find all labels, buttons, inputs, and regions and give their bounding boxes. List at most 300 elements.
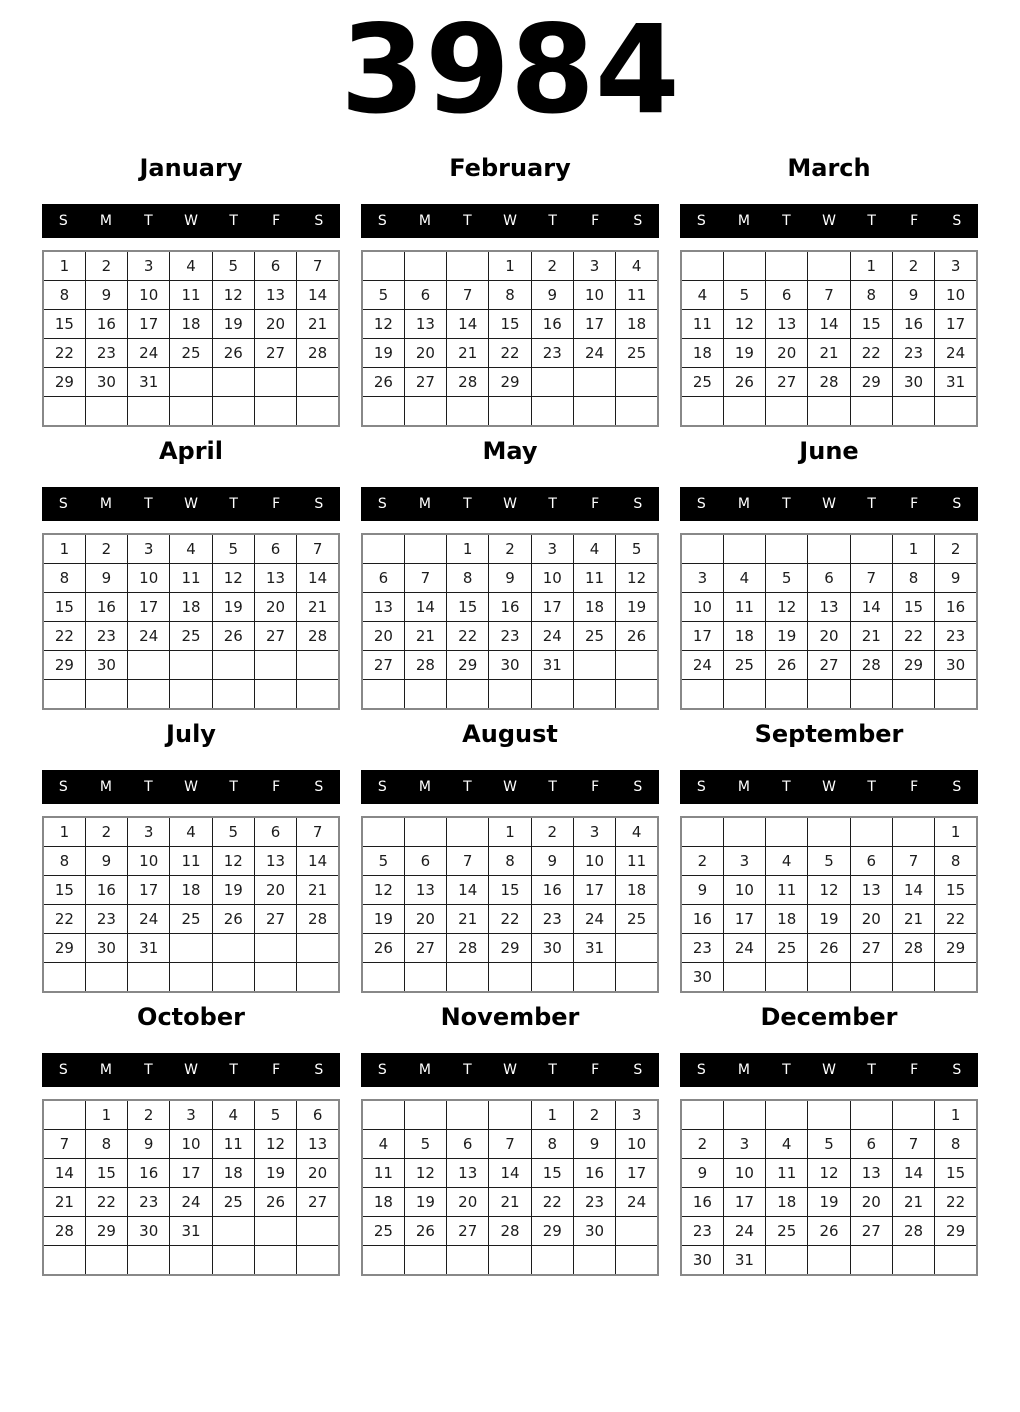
week-row [681,1246,977,1276]
weekday-label: T [782,779,791,795]
day-cell [616,368,658,397]
day-cell [404,680,446,710]
weekday-label: S [377,1062,387,1078]
day-cell: 5 [723,281,765,310]
weekday-label: S [377,496,387,512]
week-row [43,963,339,993]
weekday-label: T [867,496,876,512]
weekday-label: S [58,779,68,795]
day-cell: 4 [681,281,723,310]
weekday-label: S [58,213,68,229]
weekday-header-row [42,770,340,804]
day-cell: 21 [297,593,339,622]
day-cell: 9 [489,564,531,593]
day-cell: 28 [808,368,850,397]
day-cell: 3 [531,534,573,564]
month-name: September [754,720,904,748]
year-title: 3984 [340,0,680,141]
day-cell [616,651,658,680]
month-name: May [482,437,538,465]
day-cell: 27 [447,1217,489,1246]
day-cell: 22 [531,1188,573,1217]
day-cell: 11 [362,1159,404,1188]
weekday-label: T [782,496,791,512]
day-cell [531,397,573,427]
day-cell: 25 [766,934,808,963]
day-cell: 27 [404,368,446,397]
day-cell [935,680,977,710]
day-cell: 18 [170,310,212,339]
day-cell: 4 [362,1130,404,1159]
day-cell [489,1100,531,1130]
day-cell: 15 [85,1159,127,1188]
day-cell: 3 [723,1130,765,1159]
day-cell: 29 [850,368,892,397]
day-cell [297,1217,339,1246]
day-cell: 24 [128,905,170,934]
day-cell: 20 [404,905,446,934]
day-cell: 7 [447,847,489,876]
month-name: January [139,154,243,182]
day-cell: 23 [85,905,127,934]
day-cell: 27 [254,339,296,368]
weekday-label: M [737,213,750,229]
day-cell: 18 [766,905,808,934]
day-cell [212,397,254,427]
month-name: July [166,720,216,748]
day-cell [808,1100,850,1130]
week-row [362,963,658,993]
day-cell: 6 [297,1100,339,1130]
day-cell: 15 [892,593,934,622]
day-cell: 9 [85,281,127,310]
day-cell: 29 [85,1217,127,1246]
day-cell [362,680,404,710]
month-name: December [760,1003,898,1031]
day-cell: 23 [128,1188,170,1217]
week-row [681,1217,977,1246]
day-cell: 8 [892,564,934,593]
day-cell: 25 [723,651,765,680]
day-cell: 13 [297,1130,339,1159]
day-cell: 12 [808,876,850,905]
day-cell: 22 [43,622,85,651]
week-row [362,1188,658,1217]
day-cell [850,534,892,564]
day-cell: 26 [723,368,765,397]
weekday-header-row [361,770,659,804]
week-row [43,397,339,427]
day-cell: 5 [808,847,850,876]
day-cell: 6 [254,817,296,847]
day-cell: 6 [850,847,892,876]
day-cell: 23 [531,339,573,368]
date-grid [361,533,659,710]
day-cell: 17 [573,310,615,339]
day-cell: 21 [447,905,489,934]
weekday-label: S [58,496,68,512]
day-cell: 17 [573,876,615,905]
day-cell: 17 [531,593,573,622]
day-cell: 16 [128,1159,170,1188]
day-cell: 16 [531,876,573,905]
week-row [362,1159,658,1188]
day-cell: 13 [254,281,296,310]
day-cell: 12 [212,847,254,876]
week-row [43,368,339,397]
week-row [43,1217,339,1246]
day-cell: 19 [723,339,765,368]
day-cell [128,963,170,993]
day-cell: 23 [681,1217,723,1246]
weekday-header-row [361,487,659,521]
weekday-header-row [42,487,340,521]
day-cell: 21 [808,339,850,368]
weekday-label: W [184,496,198,512]
weekday-label: W [184,213,198,229]
day-cell: 3 [616,1100,658,1130]
weekday-label: W [503,213,517,229]
week-row [43,905,339,934]
day-cell: 20 [254,310,296,339]
day-cell: 8 [531,1130,573,1159]
day-cell [404,1246,446,1276]
day-cell: 16 [489,593,531,622]
month-name: August [462,720,558,748]
day-cell: 28 [850,651,892,680]
day-cell: 9 [681,876,723,905]
weekday-label: W [184,779,198,795]
week-row [362,1246,658,1276]
day-cell: 20 [766,339,808,368]
day-cell: 7 [808,281,850,310]
day-cell: 5 [766,564,808,593]
week-row [43,281,339,310]
day-cell [616,397,658,427]
weekday-label: F [591,213,600,229]
day-cell: 8 [43,847,85,876]
day-cell [681,680,723,710]
day-cell [681,397,723,427]
day-cell: 16 [573,1159,615,1188]
day-cell: 25 [170,622,212,651]
day-cell [808,963,850,993]
week-row [43,934,339,963]
week-row [43,310,339,339]
day-cell: 28 [43,1217,85,1246]
week-row [362,593,658,622]
day-cell [850,680,892,710]
day-cell: 13 [447,1159,489,1188]
day-cell: 19 [808,905,850,934]
day-cell [766,534,808,564]
day-cell: 14 [808,310,850,339]
day-cell [808,251,850,281]
week-row [681,680,977,710]
day-cell: 24 [128,339,170,368]
weekday-label: M [99,496,112,512]
day-cell: 18 [212,1159,254,1188]
day-cell: 12 [404,1159,446,1188]
day-cell [892,397,934,427]
day-cell: 3 [723,847,765,876]
day-cell: 28 [297,905,339,934]
weekday-label: F [272,1062,281,1078]
date-grid [42,250,340,427]
day-cell: 11 [723,593,765,622]
day-cell: 12 [723,310,765,339]
day-cell: 19 [212,876,254,905]
day-cell: 17 [128,310,170,339]
day-cell: 4 [616,251,658,281]
day-cell: 14 [850,593,892,622]
day-cell: 4 [723,564,765,593]
day-cell: 18 [723,622,765,651]
weekday-header-row [42,204,340,238]
day-cell [531,680,573,710]
day-cell: 2 [573,1100,615,1130]
day-cell [892,1246,934,1276]
day-cell: 11 [170,281,212,310]
weekday-label: S [633,213,643,229]
week-row [362,876,658,905]
day-cell: 18 [362,1188,404,1217]
day-cell [616,1246,658,1276]
day-cell [404,817,446,847]
weekday-label: W [822,779,836,795]
day-cell: 21 [297,310,339,339]
day-cell: 20 [447,1188,489,1217]
day-cell [85,680,127,710]
day-cell: 2 [681,1130,723,1159]
day-cell: 5 [808,1130,850,1159]
day-cell: 16 [531,310,573,339]
day-cell [212,368,254,397]
day-cell: 14 [297,847,339,876]
day-cell: 26 [616,622,658,651]
month-august [361,720,659,1003]
day-cell: 11 [212,1130,254,1159]
week-row [362,934,658,963]
day-cell: 3 [170,1100,212,1130]
day-cell: 1 [43,251,85,281]
day-cell: 7 [447,281,489,310]
day-cell [404,397,446,427]
weekday-label: T [782,213,791,229]
day-cell [935,1246,977,1276]
day-cell: 15 [43,593,85,622]
day-cell: 14 [892,876,934,905]
day-cell [297,963,339,993]
day-cell: 7 [404,564,446,593]
day-cell [170,680,212,710]
day-cell: 31 [531,651,573,680]
day-cell [616,680,658,710]
day-cell [808,397,850,427]
weekday-label: F [591,496,600,512]
day-cell: 26 [404,1217,446,1246]
weekday-label: S [314,1062,324,1078]
week-row [362,680,658,710]
day-cell: 30 [85,368,127,397]
day-cell [531,1246,573,1276]
day-cell: 23 [573,1188,615,1217]
day-cell: 21 [850,622,892,651]
weekday-label: T [867,779,876,795]
day-cell: 9 [128,1130,170,1159]
day-cell: 14 [489,1159,531,1188]
day-cell: 22 [43,339,85,368]
day-cell: 24 [128,622,170,651]
weekday-label: S [633,1062,643,1078]
day-cell: 5 [212,534,254,564]
day-cell [128,651,170,680]
weekday-label: M [737,496,750,512]
day-cell: 10 [681,593,723,622]
day-cell [170,368,212,397]
day-cell: 15 [531,1159,573,1188]
day-cell: 31 [128,368,170,397]
day-cell: 17 [616,1159,658,1188]
week-row [362,281,658,310]
weekday-label: F [910,213,919,229]
day-cell: 4 [170,534,212,564]
day-cell: 1 [892,534,934,564]
day-cell: 27 [254,905,296,934]
week-row [43,847,339,876]
day-cell: 19 [212,310,254,339]
day-cell: 13 [254,847,296,876]
day-cell: 13 [362,593,404,622]
day-cell: 25 [170,339,212,368]
week-row [362,622,658,651]
day-cell [850,397,892,427]
day-cell [254,397,296,427]
month-july [42,720,340,1003]
day-cell: 14 [404,593,446,622]
day-cell: 13 [404,876,446,905]
day-cell [892,817,934,847]
day-cell: 21 [489,1188,531,1217]
day-cell: 1 [935,1100,977,1130]
weekday-label: W [184,1062,198,1078]
day-cell: 17 [723,1188,765,1217]
week-row [43,622,339,651]
date-grid [42,533,340,710]
date-grid [680,1099,978,1276]
week-row [681,310,977,339]
date-grid [361,1099,659,1276]
date-grid [680,533,978,710]
day-cell [170,397,212,427]
weekday-label: T [144,1062,153,1078]
day-cell: 14 [297,281,339,310]
week-row [681,905,977,934]
day-cell: 24 [681,651,723,680]
day-cell [170,963,212,993]
day-cell [297,368,339,397]
day-cell: 24 [723,1217,765,1246]
week-row [43,1100,339,1130]
day-cell: 9 [531,281,573,310]
day-cell [681,534,723,564]
day-cell: 28 [297,622,339,651]
weekday-label: S [377,779,387,795]
week-row [362,310,658,339]
day-cell: 2 [935,534,977,564]
day-cell: 9 [892,281,934,310]
day-cell: 10 [723,1159,765,1188]
weekday-label: S [696,779,706,795]
day-cell: 11 [681,310,723,339]
week-row [43,1130,339,1159]
month-february [361,154,659,437]
day-cell: 27 [808,651,850,680]
day-cell: 11 [766,1159,808,1188]
day-cell: 14 [297,564,339,593]
week-row [362,1217,658,1246]
day-cell: 30 [531,934,573,963]
day-cell: 27 [254,622,296,651]
day-cell: 19 [808,1188,850,1217]
day-cell: 29 [447,651,489,680]
day-cell: 30 [681,1246,723,1276]
day-cell: 6 [362,564,404,593]
month-name: October [137,1003,245,1031]
weekday-label: W [503,1062,517,1078]
day-cell: 28 [892,1217,934,1246]
week-row [681,251,977,281]
day-cell [573,397,615,427]
day-cell [404,251,446,281]
day-cell [681,251,723,281]
day-cell: 9 [531,847,573,876]
day-cell [766,397,808,427]
day-cell [850,1246,892,1276]
date-grid [42,1099,340,1276]
day-cell: 25 [212,1188,254,1217]
day-cell: 2 [531,251,573,281]
day-cell: 29 [43,368,85,397]
week-row [681,817,977,847]
day-cell [254,1246,296,1276]
date-grid [680,816,978,993]
day-cell: 23 [489,622,531,651]
day-cell [766,1246,808,1276]
weekday-label: T [867,1062,876,1078]
day-cell [362,1100,404,1130]
day-cell: 22 [85,1188,127,1217]
weekday-label: F [272,213,281,229]
day-cell [447,1100,489,1130]
day-cell: 25 [616,339,658,368]
day-cell: 28 [489,1217,531,1246]
weekday-label: T [463,213,472,229]
day-cell: 13 [766,310,808,339]
week-row [681,339,977,368]
day-cell: 9 [85,847,127,876]
day-cell: 17 [170,1159,212,1188]
day-cell: 23 [85,339,127,368]
day-cell: 26 [808,934,850,963]
day-cell: 19 [766,622,808,651]
day-cell: 27 [362,651,404,680]
week-row [681,1100,977,1130]
weekday-label: S [952,213,962,229]
day-cell: 5 [254,1100,296,1130]
day-cell [616,963,658,993]
week-row [681,564,977,593]
